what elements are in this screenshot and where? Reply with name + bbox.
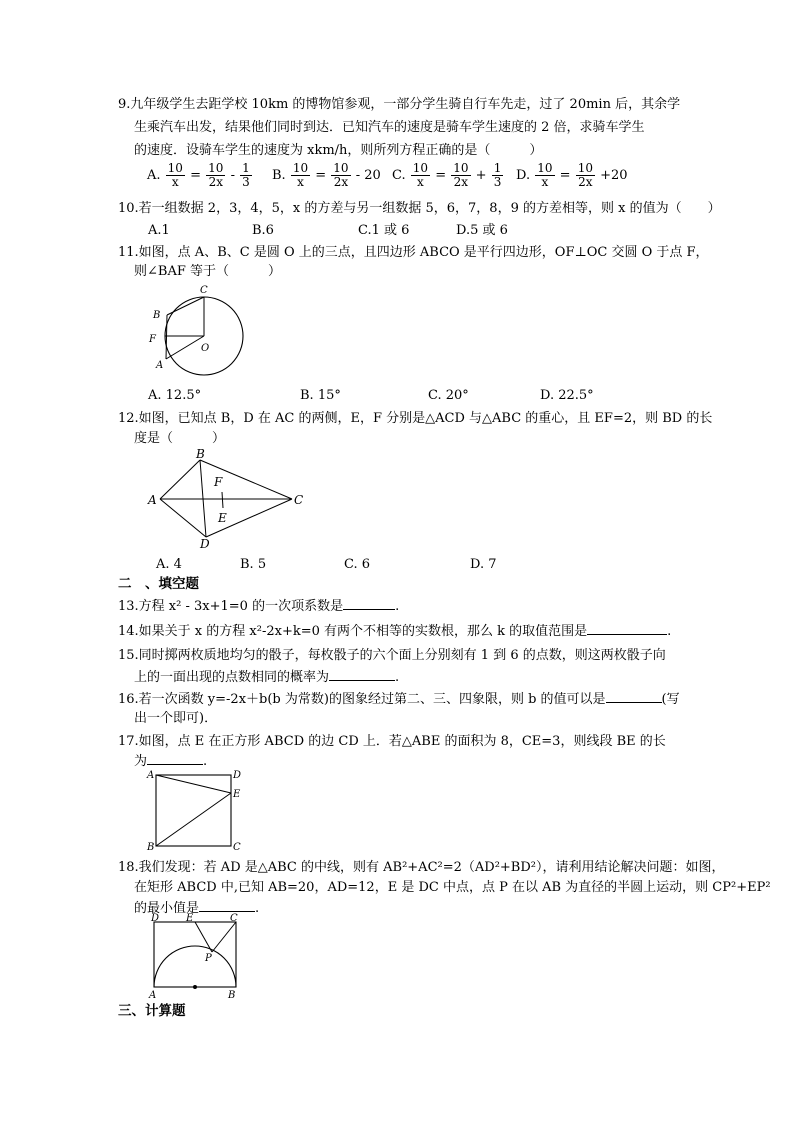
q16-line2: 出一个即可)． [134,711,218,726]
q9-option-a: A. $\frac{10}{x}$ = $\frac{10}{2x}$ - $\frac{1}{3}$ [147,161,250,189]
fraction: $\frac{10}{x}$ [167,161,183,189]
segment-ba [166,315,167,359]
label-f: F [149,334,156,345]
fraction: $\frac{10}{x}$ [292,161,309,189]
label-c: C [200,285,208,296]
q18-rectangle-semicircle-figure [144,912,248,1002]
segment-ao [166,336,204,359]
segment-fe [222,492,223,508]
q10-option-b: B.6 [252,223,274,238]
q10-line1: 10.若一组数据 2，3，4，5，x 的方差与另一组数据 5，6，7，8，9 的方差相等，则 x 的值为（ ） [118,201,721,216]
q9-option-d: D. $\frac{10}{x}$ = $\frac{10}{2x}$ +20 [516,161,628,189]
q15-line2: 上的一面出现的点数相同的概率为 . [134,670,400,685]
label-a: A [156,360,164,371]
fraction: $\frac{10}{x}$ [537,161,553,189]
label-b: B [147,842,155,852]
segment-cp [212,922,236,952]
label-c: C [230,913,238,924]
label-e: E [218,511,227,525]
fraction: $\frac{1}{3}$ [493,161,502,189]
fraction: $\frac{10}{2x}$ [577,161,593,189]
q9-line3: 的速度．设骑车学生的速度为 xkm/h，则所列方程正确的是（ ） [134,143,543,158]
fraction: $\frac{10}{2x}$ [333,161,349,189]
label-o: O [201,343,210,354]
q11-option-a: A. 12.5° [148,388,202,403]
label-a: A [149,990,157,1001]
q17-line1: 17.如图，点 E 在正方形 ABCD 的边 CD 上．若△ABE 的面积为 8，CE=3，则线段 BE 的长 [118,734,666,749]
square-abcd [156,775,231,846]
answer-blank[interactable] [199,899,255,912]
rectangle-abcd [154,922,236,987]
q13-line: 13.方程 x² - 3x+1=0 的一次项系数是 . [118,599,400,614]
q16-line1: 16.若一次函数 y=-2x＋b(b 为常数)的图象经过第二、三、四象限，则 b 的值可以是 (写 [118,692,680,707]
segment-be [156,793,231,846]
q11-circle-figure [140,280,250,378]
section-fill-in-heading: 二 、填空题 [118,576,199,592]
answer-blank[interactable] [587,622,667,635]
answer-blank[interactable] [329,668,395,681]
segment-ep [195,922,212,952]
q11-option-b: B. 15° [300,388,341,403]
q12-option-d: D. 7 [470,557,497,572]
label-e: E [233,789,241,800]
q12-option-c: C. 6 [344,557,371,572]
q18-line2: 在矩形 ABCD 中,已知 AB=20，AD=12，E 是 DC 中点，点 P 在以 AB 为直径的半圆上运动，则 CP²+EP² [134,880,771,895]
label-b: B [196,447,205,461]
q12-line2: 度是（ ） [134,431,226,446]
fraction: $\frac{10}{2x}$ [208,161,224,189]
fraction: $\frac{10}{x}$ [412,161,429,189]
label-d: D [200,537,210,550]
label-p: P [205,953,212,964]
label-d: D [233,770,242,781]
q9-option-b: B. $\frac{10}{x}$ = $\frac{10}{2x}$ - 20 [272,161,381,189]
fraction: $\frac{1}{3}$ [242,161,250,189]
semicircle-ab [154,946,236,987]
fraction: $\frac{10}{2x}$ [453,161,469,189]
label-c: C [233,842,241,852]
q17-line2: 为 . [134,754,208,769]
q18-line3: 的最小值是 . [134,901,260,916]
label-c: C [294,493,304,507]
section-calculation-heading: 三、计算题 [118,1003,186,1019]
center-point [193,985,197,989]
label-e: E [186,913,194,924]
q12-line1: 12.如图，已知点 B，D 在 AC 的两侧，E，F 分别是△ACD 与△ABC 的重心，且 EF=2，则 BD 的长 [118,411,713,426]
q9-line1: 9.九年级学生去距学校 10km 的博物馆参观，一部分学生骑自行车先走，过了 20min 后，其余学 [118,97,681,112]
q14-line: 14.如果关于 x 的方程 x²-2x+k=0 有两个不相等的实数根，那么 k 的取值范围是 . [118,624,672,639]
q15-line1: 15.同时掷两枚质地均匀的骰子，每枚骰子的六个面上分别刻有 1 到 6 的点数，则这两枚骰子向 [118,648,666,663]
label-b: B [228,990,236,1001]
label-b: B [153,310,161,321]
label-f: F [214,475,223,489]
q11-line1: 11.如图，点 A、B、C 是圆 O 上的三点，且四边形 ABCO 是平行四边形，OF⊥OC 交圆 O 于点 F， [118,245,709,260]
answer-blank[interactable] [343,597,395,610]
answer-blank[interactable] [606,690,662,703]
q10-option-d: D.5 或 6 [456,223,508,238]
q12-option-b: B. 5 [240,557,267,572]
q17-square-figure [144,768,250,852]
label-a: A [148,493,157,507]
segment-ab [160,460,200,499]
segment-bc [167,297,204,315]
segment-ae [156,775,231,793]
q12-option-a: A. 4 [156,557,182,572]
q9-option-c: C. $\frac{10}{x}$ = $\frac{10}{2x}$ + $\frac{1}{3}$ [392,161,502,189]
q11-option-c: C. 20° [428,388,469,403]
label-d: D [151,913,160,924]
q9-line2: 生乘汽车出发，结果他们同时到达．已知汽车的速度是骑车学生速度的 2 倍，求骑车学生 [134,120,645,135]
segment-ad [160,499,206,537]
label-a: A [147,770,155,781]
answer-blank[interactable] [147,752,203,765]
q11-option-d: D. 22.5° [540,388,594,403]
q10-option-a: A.1 [148,223,170,238]
q11-line2: 则∠BAF 等于（ ） [134,264,281,279]
q18-line1: 18.我们发现：若 AD 是△ABC 的中线，则有 AB²+AC²=2（AD²+BD²），请利用结论解决问题：如图， [118,860,725,875]
q12-quadrilateral-figure [140,446,310,550]
q10-option-c: C.1 或 6 [358,223,410,238]
